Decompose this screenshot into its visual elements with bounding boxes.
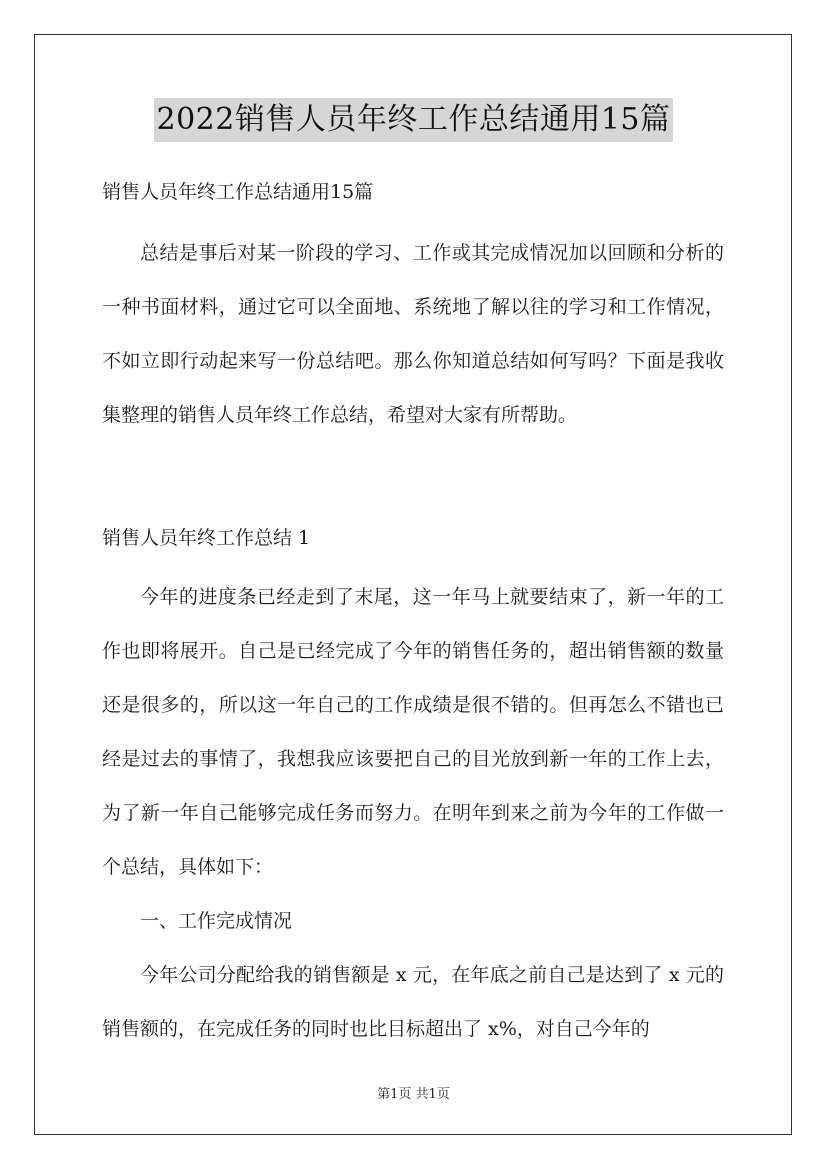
sub-heading: 一、工作完成情况 bbox=[140, 910, 293, 932]
document-title: 2022销售人员年终工作总结通用15篇 bbox=[154, 98, 672, 142]
section-paragraph: 今年的进度条已经走到了末尾，这一年马上就要结束了，新一年的工作也即将展开。自己是已经完成了今年的销售任务的，超出销售额的数量还是很多的，所以这一年自己的工作成绩是很不错的。但再怎么不错也已经是过去的事情了，我想我应该要把自己的目光放到新一年的工作上去，为了新一年自己能够完成任务而努力。在明年到来之前为今年的工作做一个总结，具体如下： bbox=[102, 586, 724, 878]
page-footer: 第1页 共1页 bbox=[377, 1087, 450, 1102]
document-subtitle: 销售人员年终工作总结通用15篇 bbox=[102, 181, 374, 203]
section-paragraph-2: 今年公司分配给我的销售额是 x 元，在年底之前自己是达到了 x 元的销售额的，在完成任务的同时也比目标超出了 x%，对自己今年的 bbox=[102, 964, 724, 1040]
section-heading: 销售人员年终工作总结 1 bbox=[102, 527, 311, 549]
intro-paragraph: 总结是事后对某一阶段的学习、工作或其完成情况加以回顾和分析的一种书面材料，通过它可以全面地、系统地了解以往的学习和工作情况，不如立即行动起来写一份总结吧。那么你知道总结如何写吗？下面是我收集整理的销售人员年终工作总结，希望对大家有所帮助。 bbox=[102, 242, 724, 426]
title-area bbox=[0, 98, 827, 142]
document-body bbox=[102, 172, 724, 1056]
